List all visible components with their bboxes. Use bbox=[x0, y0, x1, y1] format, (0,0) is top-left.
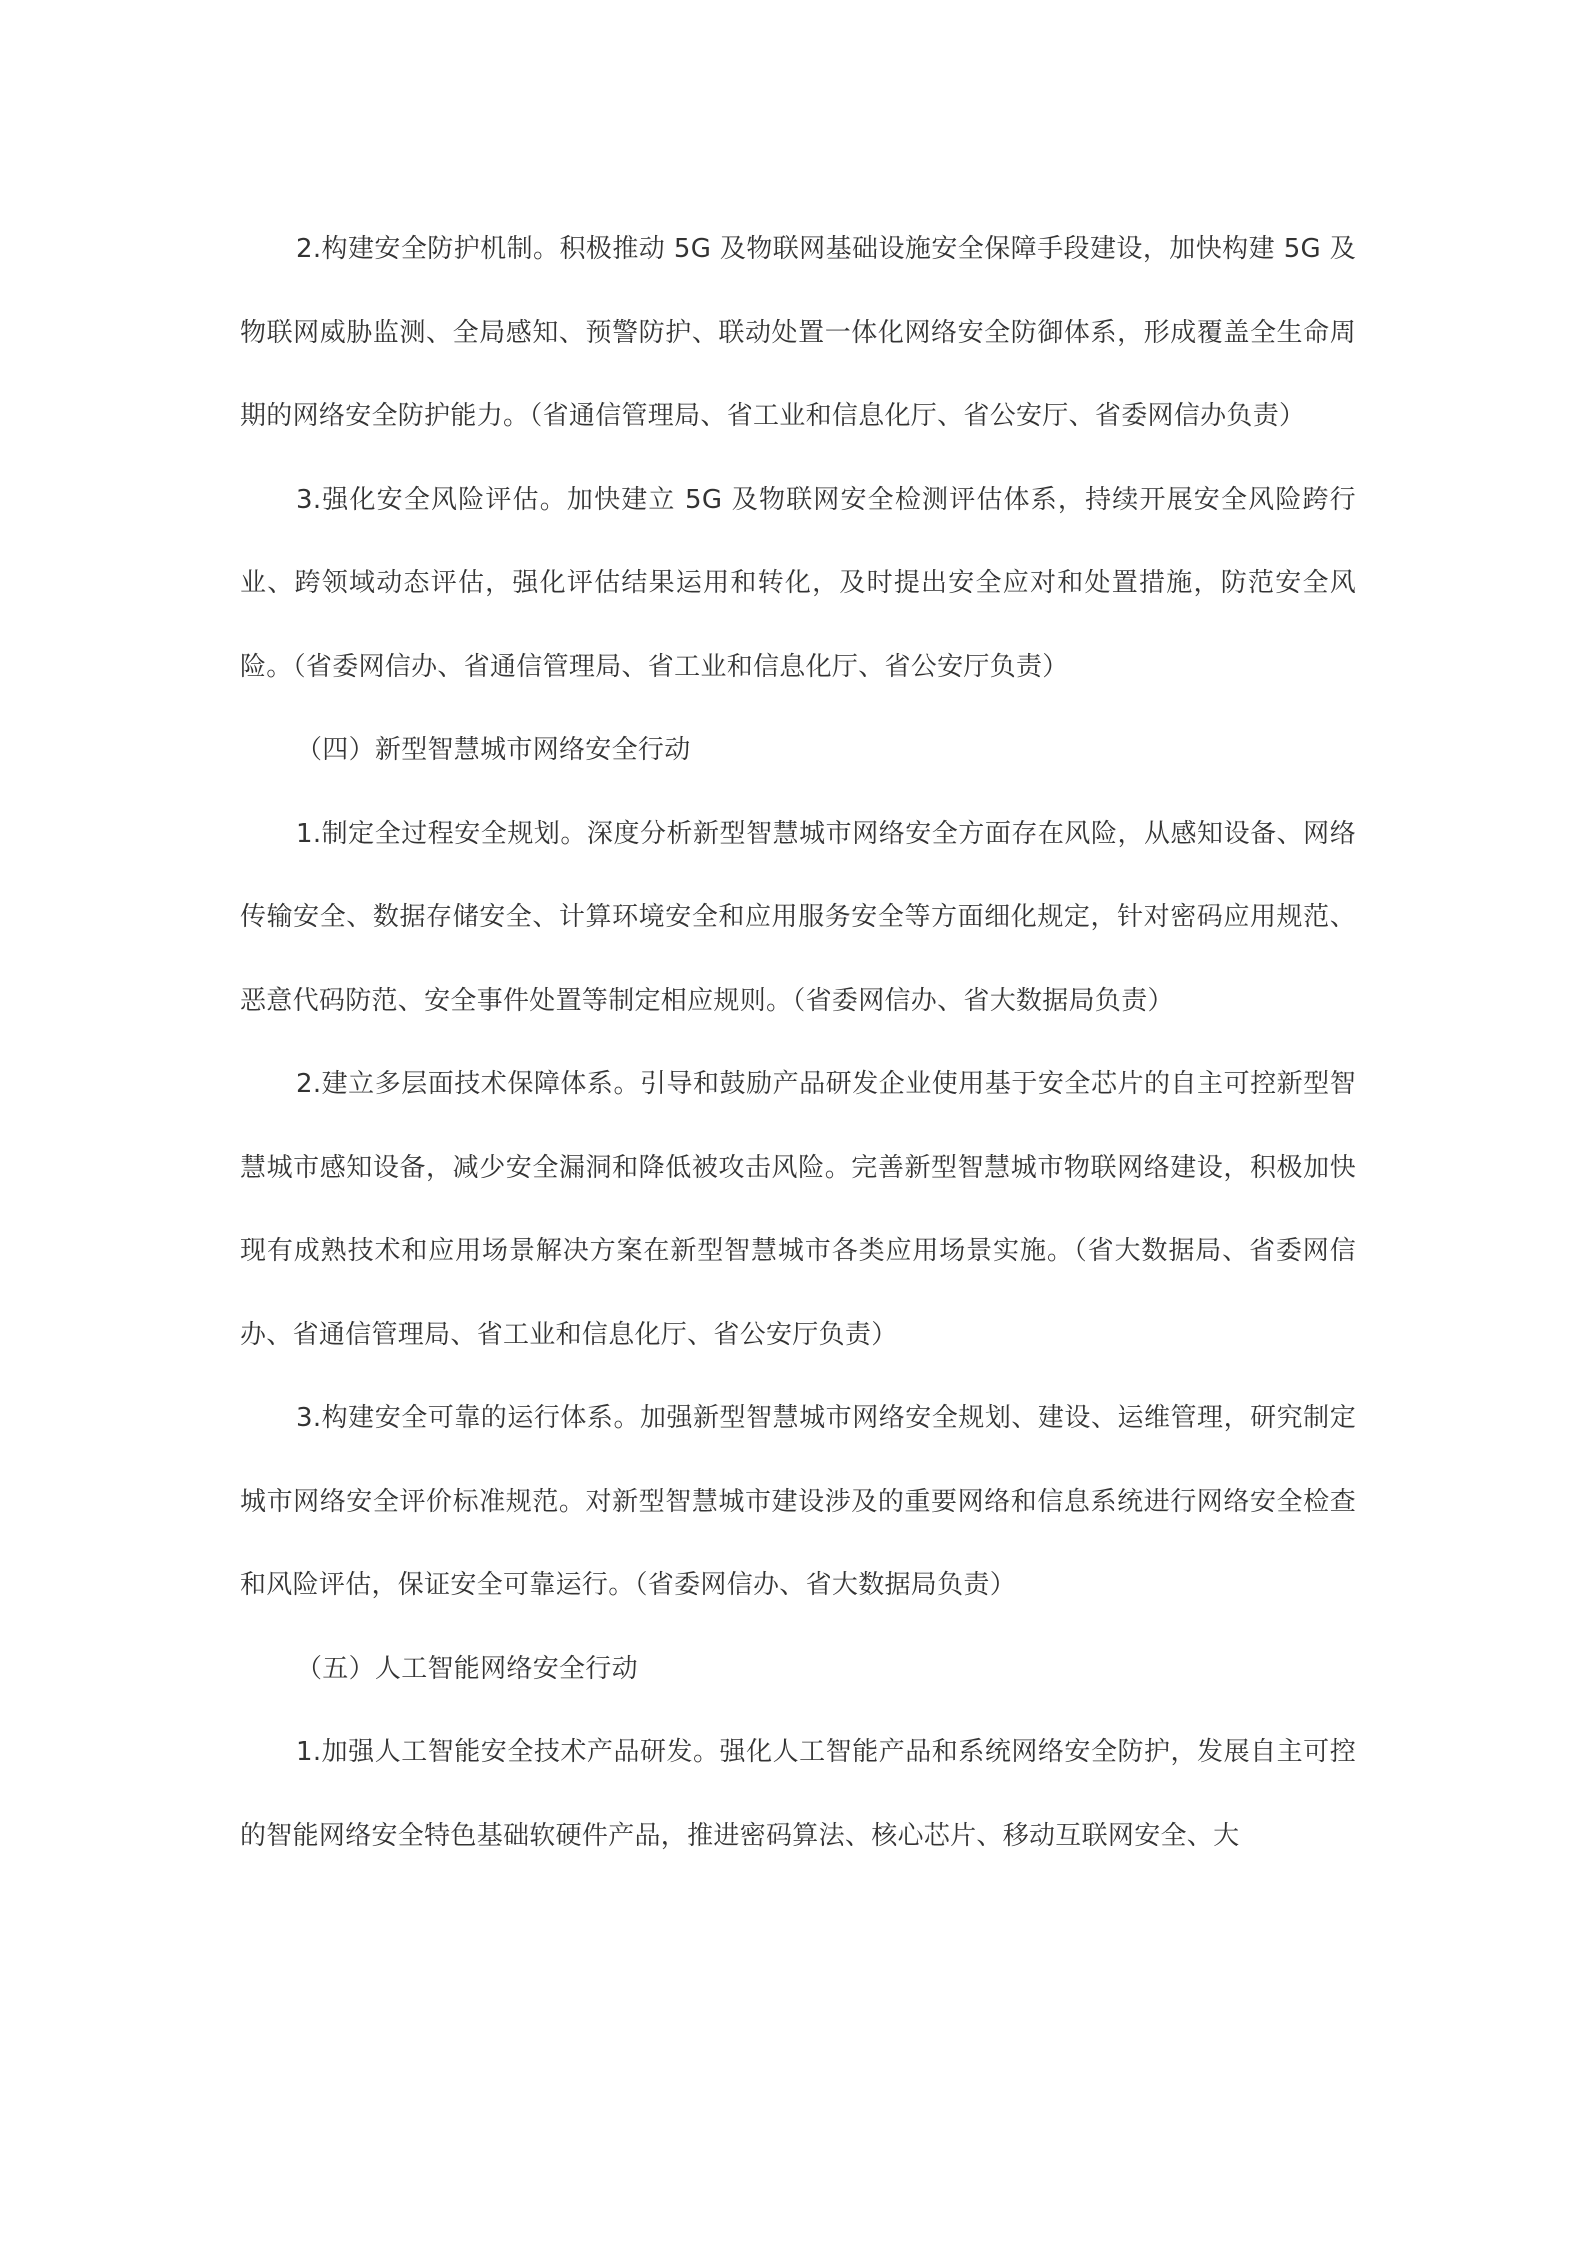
paragraph-security-planning: 1.制定全过程安全规划。深度分析新型智慧城市网络安全方面存在风险，从感知设备、网络传输安全、数据存储安全、计算环境安全和应用服务安全等方面细化规定，针对密码应用规范、恶意代码防范、安全事件处置等制定相应规则。（省委网信办、省大数据局负责） bbox=[240, 818, 1356, 1016]
section-heading-smart-city: （四）新型智慧城市网络安全行动 bbox=[296, 735, 691, 765]
paragraph-risk-assessment: 3.强化安全风险评估。加快建立 5G 及物联网安全检测评估体系，持续开展安全风险跨行业、跨领域动态评估，强化评估结果运用和转化，及时提出安全应对和处置措施，防范安全风险。（省委网信办、省通信管理局、省工业和信息化厅、省公安厅负责） bbox=[240, 484, 1356, 682]
paragraph-operation-system: 3.构建安全可靠的运行体系。加强新型智慧城市网络安全规划、建设、运维管理，研究制定城市网络安全评价标准规范。对新型智慧城市建设涉及的重要网络和信息系统进行网络安全检查和风险评估，保证安全可靠运行。（省委网信办、省大数据局负责） bbox=[240, 1403, 1356, 1600]
paragraph-ai-rnd: 1.加强人工智能安全技术产品研发。强化人工智能产品和系统网络安全防护，发展自主可控的智能网络安全特色基础软硬件产品，推进密码算法、核心芯片、移动互联网安全、大 bbox=[240, 1737, 1356, 1851]
section-heading-ai-security: （五）人工智能网络安全行动 bbox=[296, 1653, 638, 1684]
paragraph-build-security-protection: 2.构建安全防护机制。积极推动 5G 及物联网基础设施安全保障手段建设，加快构建 5G 及物联网威胁监测、全局感知、预警防护、联动处置一体化网络安全防御体系，形成覆盖全生命周期的网络安全防护能力。（省通信管理局、省工业和信息化厅、省公安厅、省委网信办负责） bbox=[240, 234, 1356, 431]
document-page bbox=[240, 208, 1356, 1878]
paragraph-tech-assurance: 2.建立多层面技术保障体系。引导和鼓励产品研发企业使用基于安全芯片的自主可控新型智慧城市感知设备，减少安全漏洞和降低被攻击风险。完善新型智慧城市物联网络建设，积极加快现有成熟技术和应用场景解决方案在新型智慧城市各类应用场景实施。（省大数据局、省委网信办、省通信管理局、省工业和信息化厅、省公安厅负责） bbox=[240, 1069, 1356, 1350]
